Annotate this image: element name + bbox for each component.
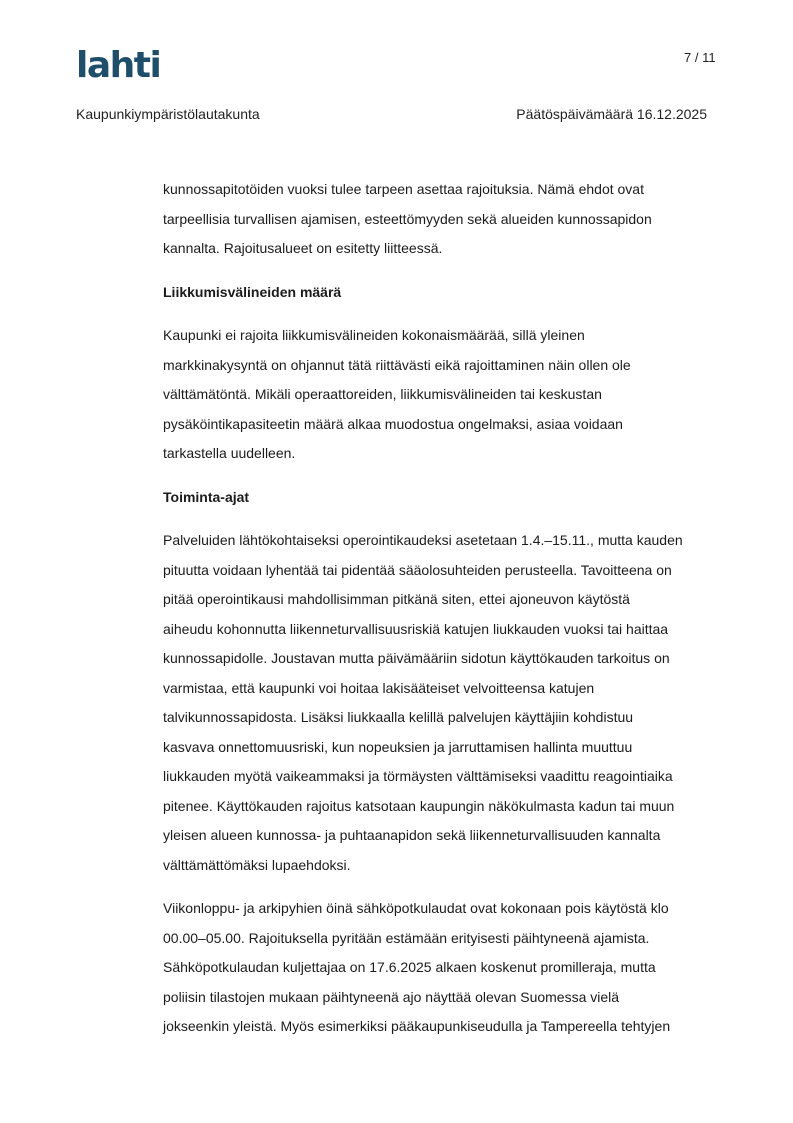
paragraph	[163, 175, 723, 264]
text-line: liukkauden myötä vaikeammaksi ja törmäysten välttämiseksi vaadittu reagointiaika	[163, 768, 673, 784]
text-line: Kaupunki ei rajoita liikkumisvälineiden kokonaismäärää, sillä yleinen	[163, 327, 585, 343]
paragraph	[163, 526, 723, 880]
text-line: jokseenkin yleistä. Myös esimerkiksi pääkaupunkiseudulla ja Tampereella tehtyjen	[163, 1018, 671, 1034]
lahti-logo	[76, 46, 168, 82]
text-line: talvikunnossapidosta. Lisäksi liukkaalla kelillä palvelujen käyttäjiin kohdistuu	[163, 709, 634, 725]
section-heading: Liikkumisvälineiden määrä	[163, 283, 342, 300]
committee-name: Kaupunkiympäristölautakunta	[76, 106, 260, 122]
text-line: kannalta. Rajoitusalueet on esitetty liitteessä.	[163, 240, 443, 256]
text-line: tarkastella uudelleen.	[163, 445, 296, 461]
page-number: 7 / 11	[684, 50, 716, 65]
text-line: Palveluiden lähtökohtaiseksi operointikaudeksi asetetaan 1.4.–15.11., mutta kauden	[163, 532, 683, 548]
text-line: markkinakysyntä on ohjannut tätä riittävästi eikä rajoittaminen näin ollen ole	[163, 356, 631, 373]
paragraph	[163, 321, 723, 469]
text-line: pysäköintikapasiteetin määrä alkaa muodostua ongelmaksi, asiaa voidaan	[163, 415, 623, 432]
lahti-logo-graphic	[76, 46, 168, 82]
text-line: pitenee. Käyttökauden rajoitus katsotaan kaupungin näkökulmasta kadun tai muun	[163, 797, 675, 814]
text-line: yleisen alueen kunnossa- ja puhtaanapidon sekä liikenneturvallisuuden kannalta	[163, 827, 661, 843]
svg-text:lahti: lahti	[76, 46, 161, 82]
text-line: pituutta voidaan lyhentää tai pidentää sääolosuhteiden perusteella. Tavoitteena on	[163, 561, 672, 578]
text-line: Sähköpotkulaudan kuljettajaa on 17.6.2025 alkaen koskenut promilleraja, mutta	[163, 959, 656, 975]
text-line: kasvava onnettomuusriski, kun nopeuksien ja jarruttamisen hallinta muuttuu	[163, 738, 633, 755]
text-line: Viikonloppu- ja arkipyhien öinä sähköpotkulaudat ovat kokonaan pois käytöstä klo	[163, 900, 669, 916]
text-line: välttämättömäksi lupaehdoksi.	[163, 856, 351, 873]
text-line: pitää operointikausi mahdollisimman pitkänä siten, ettei ajoneuvon käytöstä	[163, 591, 630, 607]
text-line: tarpeellisia turvallisen ajamisen, esteettömyyden sekä alueiden kunnossapidon	[163, 210, 652, 227]
text-line: aiheudu kohonnutta liikenneturvallisuusriskiä katujen liukkauden vuoksi tai haittaa	[163, 620, 669, 637]
section-heading: Toiminta-ajat	[163, 488, 250, 505]
document-body	[163, 175, 723, 1056]
text-line: kunnossapitotöiden vuoksi tulee tarpeen asettaa rajoituksia. Nämä ehdot ovat	[163, 181, 644, 197]
paragraph	[163, 894, 723, 1042]
text-line: 00.00–05.00. Rajoituksella pyritään estämään erityisesti päihtyneenä ajamista.	[163, 929, 650, 946]
text-line: poliisin tilastojen mukaan päihtyneenä ajo näyttää olevan Suomessa vielä	[163, 988, 620, 1005]
text-line: välttämätöntä. Mikäli operaattoreiden, liikkumisvälineiden tai keskustan	[163, 386, 602, 402]
text-line: varmistaa, että kaupunki voi hoitaa lakisääteiset velvoitteensa katujen	[163, 679, 595, 696]
text-line: kunnossapidolle. Joustavan mutta päivämääriin sidotun käyttökauden tarkoitus on	[163, 650, 670, 666]
decision-date: Päätöspäivämäärä 16.12.2025	[516, 106, 707, 122]
